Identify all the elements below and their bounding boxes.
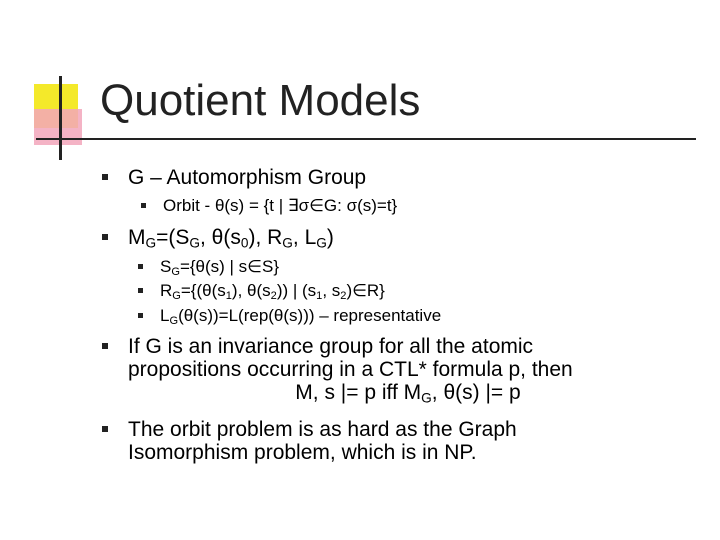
bullet-line-2: Isomorphism problem, which is in NP. (128, 441, 477, 464)
bullet-text: $R_G=\{(\theta(s_1)$, $\theta(s_2)$) | ($s_1$, $s_2)\in R$} (160, 281, 385, 302)
bullet-square-icon (138, 313, 143, 318)
bullet-square-icon (138, 288, 143, 293)
bullet-invariance-theorem (128, 335, 648, 409)
bullet-text: Orbit - θ(s) = {t | ∃σ∈G: σ(s)=t} (163, 196, 398, 215)
title-underline (36, 138, 696, 140)
bullet-state-set (160, 256, 279, 283)
bullet-square-icon (141, 203, 146, 208)
bullet-labeling-function (160, 305, 441, 332)
bullet-square-icon (102, 234, 108, 240)
bullet-text: $L_G(\theta(s))=L(rep(\theta(s)))$ – representative (160, 306, 442, 327)
bullet-square-icon (102, 426, 108, 432)
bullet-line-2: propositions occurring in a CTL* formula p, then (128, 358, 573, 381)
slide-title: Quotient Models (100, 76, 421, 125)
bullet-square-icon (138, 264, 143, 269)
bullet-line-1: The orbit problem is as hard as the Graph (128, 418, 517, 441)
bullet-automorphism-group (128, 166, 366, 189)
decorative-vertical-line (59, 76, 62, 160)
bullet-text: G – Automorphism Group (128, 166, 367, 189)
bullet-orbit-definition (163, 195, 397, 216)
bullet-quotient-model-tuple (128, 226, 334, 254)
bullet-square-icon (102, 343, 108, 349)
bullet-line-3: M, s |= p iff $M_G$, θ(s) |= p (295, 381, 521, 406)
bullet-orbit-problem (128, 418, 517, 464)
bullet-text: $M_G=(S_G$, $\theta(s_0)$, $R_G$, $L_G$) (128, 226, 334, 251)
bullet-relation-set (160, 280, 385, 307)
bullet-line-1: If G is an invariance group for all the atomic (128, 335, 534, 358)
bullet-square-icon (102, 174, 108, 180)
bullet-text: $S_G=\{\theta(s)$ | s∈S} (160, 257, 280, 278)
